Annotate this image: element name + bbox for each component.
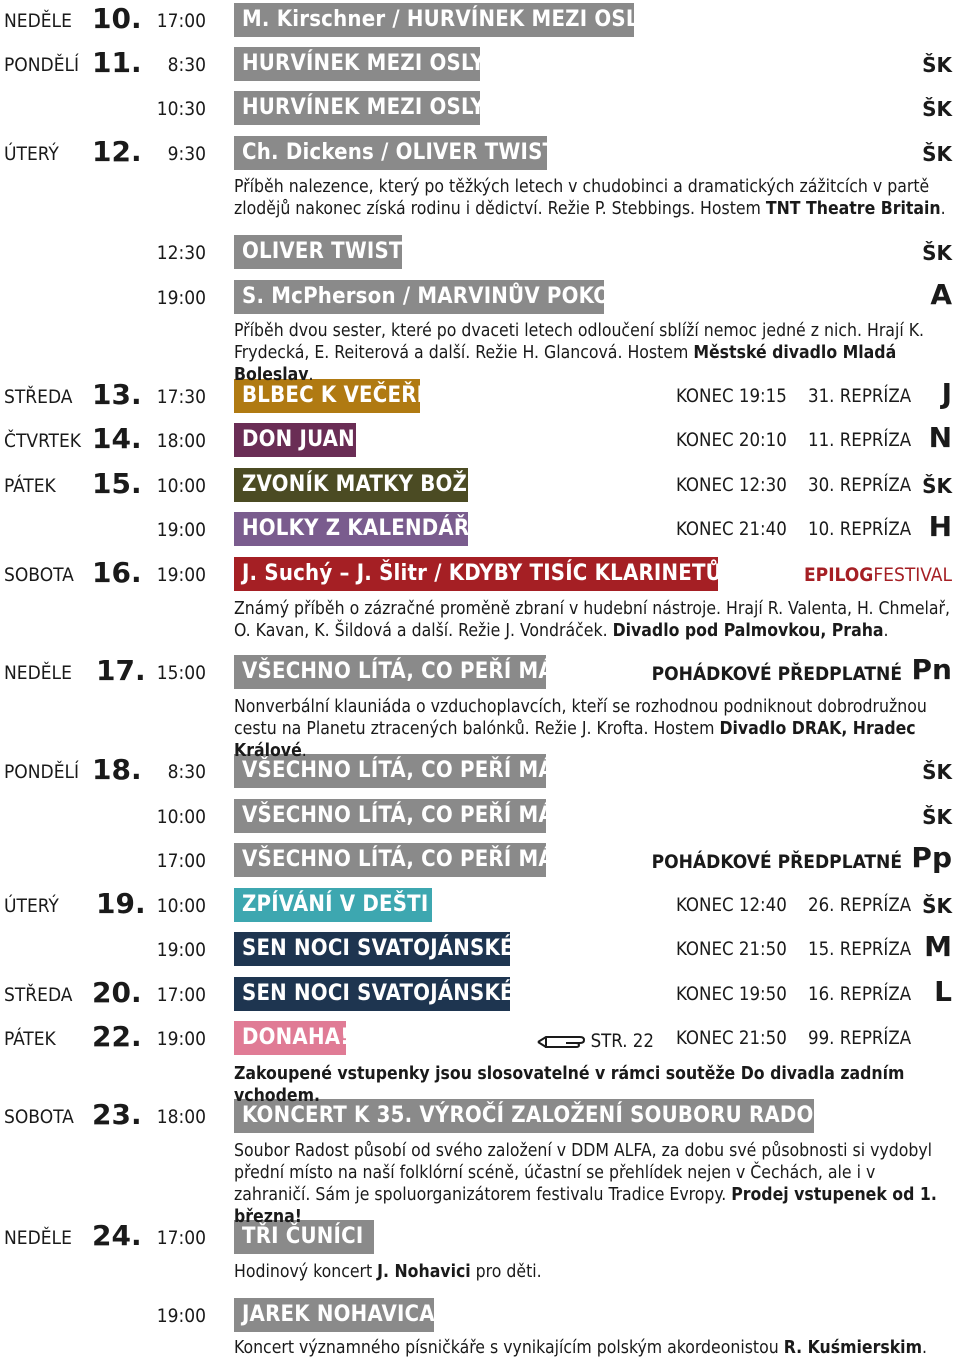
day-label: ÚTERÝ 19.: [4, 887, 146, 920]
day-label: PÁTEK 22.: [4, 1020, 142, 1053]
page-ref-label: STR. 22: [590, 1031, 654, 1052]
event-time: 8:30: [167, 761, 206, 783]
end-time: KONEC 21:50: [676, 1028, 787, 1049]
audience-code: ŠK: [922, 97, 952, 121]
event-title[interactable]: VŠECHNO LÍTÁ, CO PEŘÍ MÁ: [234, 754, 546, 788]
event-time: 10:00: [156, 806, 206, 828]
event-title[interactable]: VŠECHNO LÍTÁ, CO PEŘÍ MÁ: [234, 655, 546, 689]
end-time: KONEC 21:40: [676, 519, 787, 540]
subscription-code: N: [928, 421, 952, 454]
event-time: 19:00: [156, 1305, 206, 1327]
reprise-count: 30. REPRÍZA: [808, 475, 912, 496]
day-label: STŘEDA 13.: [4, 378, 142, 411]
event-title[interactable]: DONAHA!: [234, 1021, 346, 1055]
event-description: Známý příběh o zázračné proměně zbraní v hudební nástroje. Hrají R. Valenta, H. Chmelař, O. Kavan, K. Šildová a další. Režie J. Vondráček. Divadlo pod Palmovkou, Praha.: [234, 599, 951, 641]
audience-code: ŠK: [922, 760, 952, 784]
event-title[interactable]: VŠECHNO LÍTÁ, CO PEŘÍ MÁ: [234, 799, 546, 833]
subscription-code: J: [941, 377, 952, 410]
subscription-code: H: [928, 510, 952, 543]
subscription-label: POHÁDKOVÉ PŘEDPLATNÉ: [651, 663, 902, 685]
event-time: 19:00: [156, 939, 206, 961]
event-time: 19:00: [156, 519, 206, 541]
audience-code: ŠK: [922, 53, 952, 77]
page-ref[interactable]: [536, 1029, 654, 1055]
audience-code: ŠK: [922, 805, 952, 829]
day-label: SOBOTA 16.: [4, 556, 142, 589]
subscription-code: A: [930, 278, 952, 311]
event-title[interactable]: J. Suchý – J. Šlitr / KDYBY TISÍC KLARINETŮ: [234, 557, 718, 591]
end-time: KONEC 12:40: [676, 895, 787, 916]
event-time: 19:00: [156, 287, 206, 309]
event-title[interactable]: SEN NOCI SVATOJÁNSKÉ: [234, 932, 510, 966]
event-title[interactable]: Ch. Dickens / OLIVER TWIST: [234, 136, 547, 170]
event-time: 17:00: [156, 850, 206, 872]
reprise-count: 11. REPRÍZA: [808, 430, 912, 451]
event-title[interactable]: S. McPherson / MARVINŮV POKOJ: [234, 280, 604, 314]
day-label: NEDĚLE 17.: [4, 654, 146, 687]
day-label: ČTVRTEK 14.: [4, 422, 142, 455]
day-label: STŘEDA 20.: [4, 976, 142, 1009]
event-description: Příběh dvou sester, které po dvaceti letech odloučení sblíží nemoc jedné z nich. Hrají K. Frydecká, E. Reiterová a další. Režie H. Glancová. Hostem Městské divadlo Mladá Boleslav.: [234, 321, 925, 385]
day-label: PONDĚLÍ 11.: [4, 46, 142, 79]
event-description: Nonverbální klauniáda o vzduchoplavcích, kteří se rozhodnou podniknout dobrodružnou cestu na Planetu ztracených balónků. Režie J. Krofta. Hostem Divadlo DRAK, Hradec Králové.: [234, 697, 927, 761]
event-time: 17:00: [156, 1227, 206, 1249]
day-label: PÁTEK 15.: [4, 467, 142, 500]
event-time: 17:00: [156, 10, 206, 32]
event-title[interactable]: VŠECHNO LÍTÁ, CO PEŘÍ MÁ: [234, 843, 546, 877]
event-description: Soubor Radost působí od svého založení v DDM ALFA, za dobu své působnosti si vydobyl přední místo na naší folklórní scéně, účastní se přehlídek nejen v Čechách, ale i v zahraničí. Sám je spoluorganizátorem festivalu Tradice Evropy. Prodej vstupenek od 1. března!: [234, 1141, 937, 1227]
subscription-code: Pn: [911, 653, 952, 686]
subscription-label: POHÁDKOVÉ PŘEDPLATNÉ: [651, 851, 902, 873]
event-title[interactable]: HURVÍNEK MEZI OSLY: [234, 47, 480, 81]
event-title[interactable]: SEN NOCI SVATOJÁNSKÉ: [234, 977, 510, 1011]
event-title[interactable]: TŘI ČUNÍCI: [234, 1220, 374, 1254]
end-time: KONEC 19:15: [676, 386, 787, 407]
reprise-count: 10. REPRÍZA: [808, 519, 912, 540]
event-title[interactable]: M. Kirschner / HURVÍNEK MEZI OSLY: [234, 3, 634, 37]
audience-code: ŠK: [922, 894, 952, 918]
event-title[interactable]: HOLKY Z KALENDÁŘE: [234, 512, 468, 546]
event-time: 15:00: [156, 662, 206, 684]
event-title[interactable]: HURVÍNEK MEZI OSLY: [234, 91, 480, 125]
event-time: 12:30: [156, 242, 206, 264]
event-time: 19:00: [156, 564, 206, 586]
audience-code: ŠK: [922, 474, 952, 498]
event-time: 18:00: [156, 1106, 206, 1128]
epilog-festival-logo: EPILOGFESTIVAL: [804, 564, 952, 586]
event-description: Příběh nalezence, který po těžkých letech v chudobinci a dramatických zážitcích v partě zlodějů nakonec získá rodinu i dědictví. Režie P. Stebbings. Hostem TNT Theatre Britain.: [234, 177, 946, 219]
event-time: 10:00: [156, 895, 206, 917]
event-time: 10:30: [156, 98, 206, 120]
event-title[interactable]: KONCERT K 35. VÝROČÍ ZALOŽENÍ SOUBORU RADOST: [234, 1099, 814, 1133]
event-time: 17:00: [156, 984, 206, 1006]
event-description: Koncert významného písničkáře s vynikajícím polským akordeonistou R. Kuśmierskim.: [234, 1338, 927, 1358]
end-time: KONEC 21:50: [676, 939, 787, 960]
event-description: Hodinový koncert J. Nohavici pro děti.: [234, 1262, 542, 1282]
event-time: 17:30: [156, 386, 206, 408]
reprise-count: 99. REPRÍZA: [808, 1028, 912, 1049]
day-label: ÚTERÝ 12.: [4, 135, 142, 168]
event-title[interactable]: ZPÍVÁNÍ V DEŠTI: [234, 888, 432, 922]
reprise-count: 26. REPRÍZA: [808, 895, 912, 916]
reprise-count: 15. REPRÍZA: [808, 939, 912, 960]
event-title[interactable]: BLBEC K VEČEŘI: [234, 379, 420, 413]
event-title[interactable]: DON JUAN: [234, 423, 356, 457]
day-label: NEDĚLE 10.: [4, 2, 142, 35]
event-time: 10:00: [156, 475, 206, 497]
day-label: SOBOTA 23.: [4, 1098, 142, 1131]
event-time: 18:00: [156, 430, 206, 452]
audience-code: ŠK: [922, 241, 952, 265]
day-label: NEDĚLE 24.: [4, 1219, 142, 1252]
day-label: PONDĚLÍ 18.: [4, 753, 142, 786]
end-time: KONEC 20:10: [676, 430, 787, 451]
event-description: Zakoupené vstupenky jsou slosovatelné v rámci soutěže Do divadla zadním vchodem.: [234, 1064, 905, 1106]
event-time: 9:30: [167, 143, 206, 165]
reprise-count: 31. REPRÍZA: [808, 386, 912, 407]
subscription-code: L: [934, 975, 952, 1008]
end-time: KONEC 12:30: [676, 475, 787, 496]
end-time: KONEC 19:50: [676, 984, 787, 1005]
subscription-code: M: [924, 930, 952, 963]
event-title[interactable]: OLIVER TWIST: [234, 235, 402, 269]
event-time: 8:30: [167, 54, 206, 76]
audience-code: ŠK: [922, 142, 952, 166]
event-title[interactable]: ZVONÍK MATKY BOŽÍ: [234, 468, 468, 502]
subscription-code: Pp: [911, 841, 952, 874]
reprise-count: 16. REPRÍZA: [808, 984, 912, 1005]
event-title[interactable]: JAREK NOHAVICA: [234, 1298, 434, 1332]
pointing-hand-icon: [536, 1032, 586, 1052]
event-time: 19:00: [156, 1028, 206, 1050]
